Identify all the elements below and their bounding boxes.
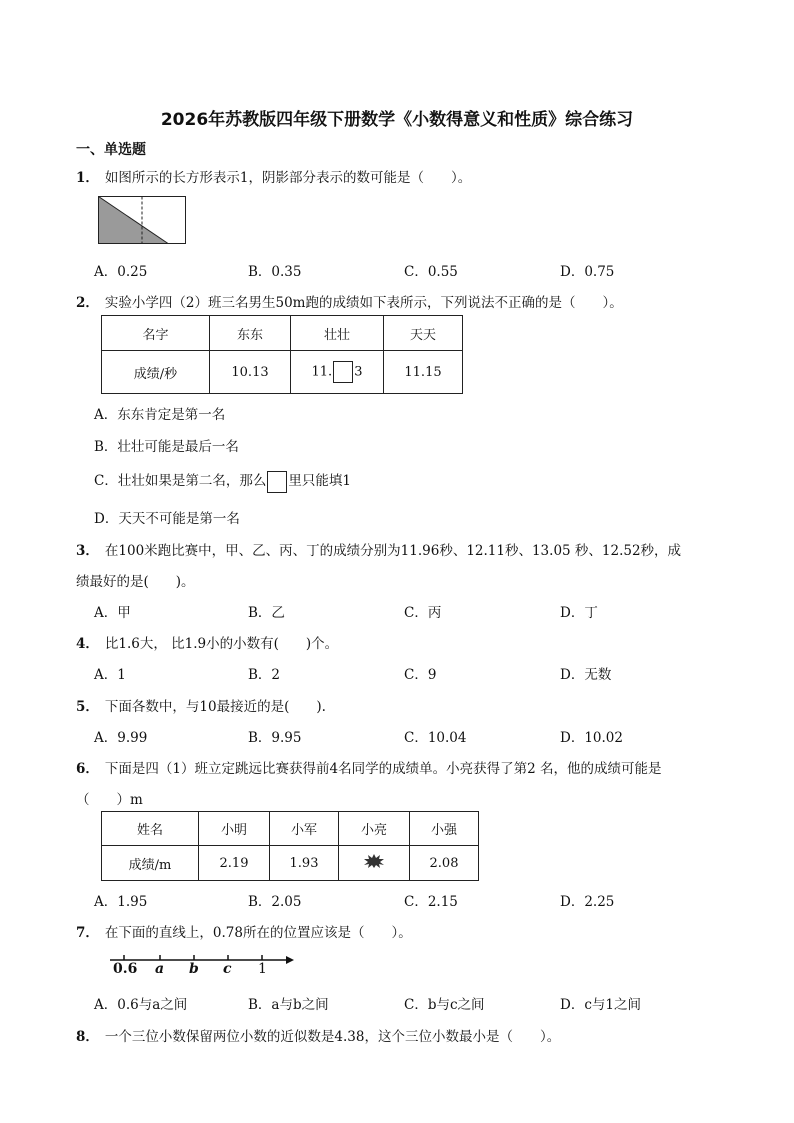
option-c: C．丙	[404, 605, 442, 621]
table-cell: 1.93	[270, 846, 339, 881]
question-8	[76, 1025, 560, 1045]
table-cell: 成绩/秒	[102, 351, 210, 394]
table-header: 小亮	[339, 812, 410, 846]
table-header: 姓名	[102, 812, 199, 846]
question-4	[76, 632, 338, 652]
option-c: C．2.15	[404, 894, 458, 910]
blank-box	[267, 471, 287, 493]
option-d: D．天天不可能是第一名	[94, 511, 240, 527]
table-cell: 成绩/m	[102, 846, 199, 881]
number-line-label-c: c	[223, 961, 232, 977]
option-c	[94, 469, 351, 493]
question-number: 7．	[76, 925, 99, 941]
number-line-label-b: b	[189, 961, 199, 977]
question-6	[76, 757, 661, 777]
cell-prefix: 11.	[311, 364, 333, 380]
number-line-end-label: 1	[258, 961, 267, 977]
number-line-label-a: a	[155, 961, 165, 977]
option-d: D．无数	[560, 667, 612, 683]
table-row	[102, 846, 479, 881]
table-cell: 2.08	[410, 846, 479, 881]
option-a: A．9.99	[94, 730, 148, 746]
option-d: D．c与1之间	[560, 997, 641, 1013]
option-a: A．1	[94, 667, 126, 683]
question-number: 4．	[76, 636, 99, 652]
table-header: 壮壮	[291, 316, 384, 351]
question-text: 比1.6大， 比1.9小的小数有( )个。	[104, 636, 339, 652]
question-2	[76, 291, 623, 311]
option-c: C．0.55	[404, 264, 458, 280]
question-5	[76, 695, 326, 715]
question-7	[76, 921, 412, 941]
section-heading: 一、单选题	[76, 142, 146, 158]
option-a: A．东东肯定是第一名	[94, 407, 226, 423]
option-a: A．0.6与a之间	[94, 997, 188, 1013]
option-d: D．2.25	[560, 894, 615, 910]
option-c: C．10.04	[404, 730, 467, 746]
question-number: 6．	[76, 761, 99, 777]
jump-results-table	[101, 811, 479, 881]
option-a: A．0.25	[94, 264, 148, 280]
question-number: 5．	[76, 699, 99, 715]
option-c-text: C．壮壮如果是第二名，那么	[94, 473, 267, 489]
table-header-row	[102, 316, 463, 351]
table-header: 天天	[384, 316, 463, 351]
table-header-row	[102, 812, 479, 846]
question-text-continued: 绩最好的是( )。	[76, 574, 195, 590]
table-cell: 2.19	[199, 846, 270, 881]
option-b: B．0.35	[248, 264, 302, 280]
question-number: 3．	[76, 543, 99, 559]
question-1	[76, 166, 471, 186]
table-header: 小强	[410, 812, 479, 846]
option-d: D．丁	[560, 605, 598, 621]
question-number: 2．	[76, 295, 99, 311]
option-c-text-end: 里只能填1	[288, 473, 351, 489]
question-text: 在下面的直线上，0.78所在的位置应该是（ ）。	[104, 925, 412, 941]
option-c: C．b与c之间	[404, 997, 485, 1013]
results-table	[101, 315, 463, 394]
question-text: 在100米跑比赛中，甲、乙、丙、丁的成绩分别为11.96秒、12.11秒、13.05 秒、12.52秒，成	[104, 543, 682, 559]
table-cell: 10.13	[210, 351, 291, 394]
table-cell	[291, 351, 384, 394]
page-title: 2026年苏教版四年级下册数学《小数得意义和性质》综合练习	[160, 110, 634, 130]
question-number: 8．	[76, 1029, 99, 1045]
option-b: B．2	[248, 667, 281, 683]
question-text: 如图所示的长方形表示1，阴影部分表示的数可能是（ ）。	[104, 170, 472, 186]
option-b: B．壮壮可能是最后一名	[94, 439, 239, 455]
option-c: C．9	[404, 667, 437, 683]
table-cell: 11.15	[384, 351, 463, 394]
table-header: 小军	[270, 812, 339, 846]
option-b: B．a与b之间	[248, 997, 329, 1013]
ink-blot-icon	[363, 853, 385, 869]
number-line-start-label: 0.6	[113, 961, 138, 977]
option-d: D．0.75	[560, 264, 615, 280]
option-d: D．10.02	[560, 730, 623, 746]
option-b: B．2.05	[248, 894, 302, 910]
question-number: 1．	[76, 170, 99, 186]
blank-box	[333, 361, 353, 383]
question-text-continued: （ ）m	[76, 792, 143, 808]
option-b: B．乙	[248, 605, 285, 621]
cell-suffix: 3	[354, 364, 363, 380]
table-cell-hidden	[339, 846, 410, 881]
number-line	[108, 952, 294, 980]
table-header: 东东	[210, 316, 291, 351]
table-row	[102, 351, 463, 394]
option-a: A．1.95	[94, 894, 148, 910]
option-b: B．9.95	[248, 730, 302, 746]
question-text: 一个三位小数保留两位小数的近似数是4.38，这个三位小数最小是（ ）。	[104, 1029, 561, 1045]
table-header: 小明	[199, 812, 270, 846]
shaded-rectangle-figure	[98, 196, 186, 244]
question-text: 下面是四（1）班立定跳远比赛获得前4名同学的成绩单。小亮获得了第2 名，他的成绩可能是	[104, 761, 662, 777]
question-3	[76, 539, 681, 559]
question-text: 下面各数中，与10最接近的是( ).	[104, 699, 326, 715]
table-header: 名字	[102, 316, 210, 351]
question-text: 实验小学四（2）班三名男生50m跑的成绩如下表所示，下列说法不正确的是（ ）。	[104, 295, 623, 311]
option-a: A．甲	[94, 605, 131, 621]
